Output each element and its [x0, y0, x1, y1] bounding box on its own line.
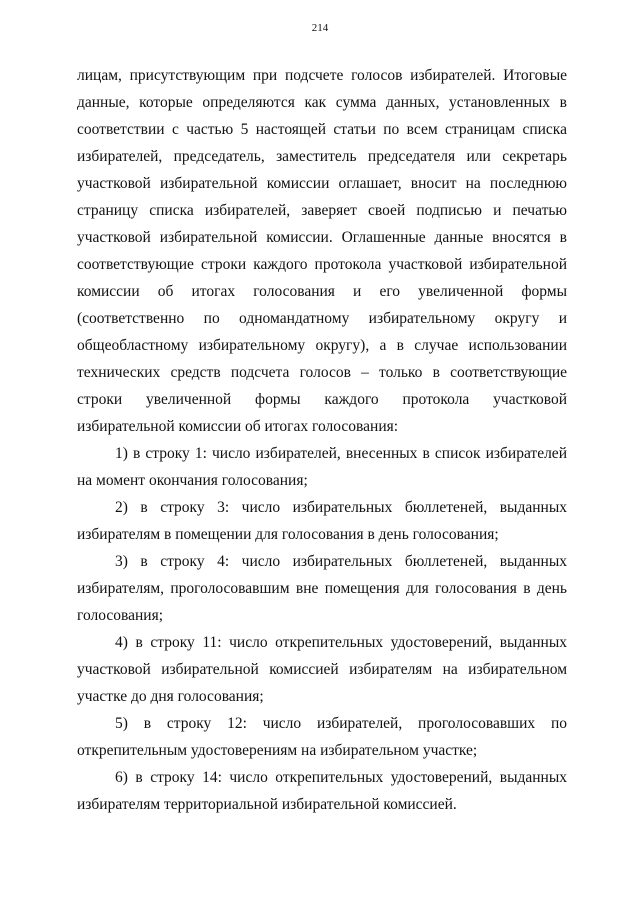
list-item-line-14: 6) в строку 14: число открепительных удостоверений, выданных избирателям территориальной избирательной комиссией.: [77, 769, 567, 813]
list-item-line-12: 5) в строку 12: число избирателей, проголосовавших по открепительным удостоверениям на избирательном участке;: [77, 715, 567, 759]
list-item-line-11: 4) в строку 11: число открепительных удостоверений, выданных участковой избирательной комиссией избирателям на избирательном участке до дня голосования;: [77, 634, 567, 705]
document-body: [77, 62, 567, 818]
list-item-line-4: 3) в строку 4: число избирательных бюллетеней, выданных избирателям, проголосовавшим вне помещения для голосования в день голосования;: [77, 553, 567, 624]
paragraph-intro: лицам, присутствующим при подсчете голосов избирателей. Итоговые данные, которые определяются как сумма данных, установленных в соответствии с частью 5 настоящей статьи по всем страницам списка избирателей, председатель, заместитель председателя или секретарь участковой избирательной комиссии оглашает, вносит на последнюю страницу списка избирателей, заверяет своей подписью и печатью участковой избирательной комиссии. Оглашенные данные вносятся в соответствующие строки каждого протокола участковой избирательной комиссии об итогах голосования и его увеличенной формы (соответственно по одномандатному избирательному округу и общеобластному избирательному округу), а в случае использовании технических средств подсчета голосов – только в соответствующие строки увеличенной формы каждого протокола участковой избирательной комиссии об итогах голосования:: [77, 67, 567, 435]
page-number: 214: [311, 22, 329, 34]
list-item-line-1: 1) в строку 1: число избирателей, внесенных в список избирателей на момент окончания голосования;: [77, 445, 567, 489]
list-item-line-3: 2) в строку 3: число избирательных бюллетеней, выданных избирателям в помещении для голосования в день голосования;: [77, 499, 567, 543]
